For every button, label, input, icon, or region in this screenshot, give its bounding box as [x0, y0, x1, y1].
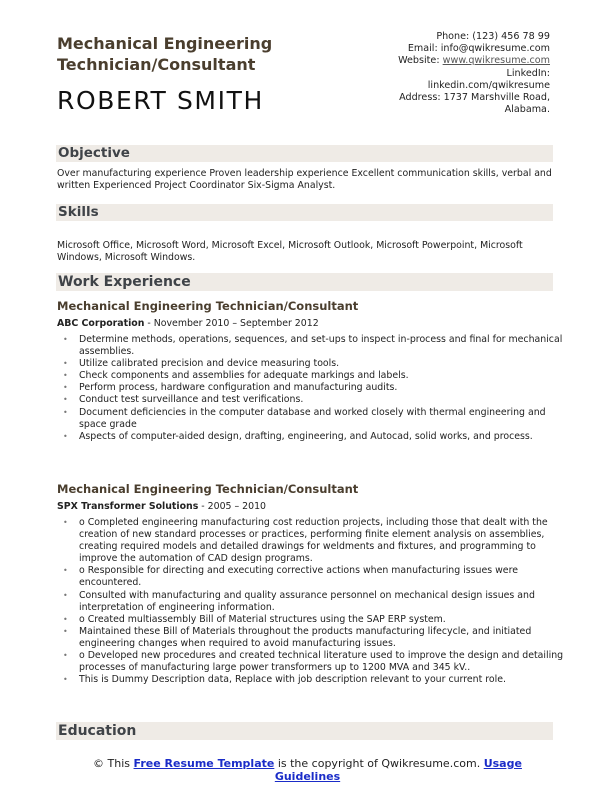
linkedin-label: LinkedIn: — [506, 67, 550, 79]
section-heading-work-experience: Work Experience — [56, 273, 553, 291]
list-item: • o Completed engineering manufacturing cost reduction projects, including those that dealt with the creation of new standard processes or practices, performing finite element analysis on assemblies, creating required models and detailed drawings for weldments and fixtures, and programming to improve the automation of CAD design programs. — [79, 517, 564, 565]
job-bullets — [57, 517, 564, 686]
list-item: • Maintained these Bill of Materials throughout the products manufacturing lifecycle, and initiated engineering changes when required to avoid manufacturing issues. — [79, 626, 564, 650]
candidate-name: ROBERT SMITH — [57, 86, 264, 115]
website-link[interactable]: www.qwikresume.com — [442, 55, 550, 67]
usage-guidelines-link[interactable]: Usage Guidelines — [274, 757, 522, 783]
free-resume-template-link[interactable]: Free Resume Template — [133, 757, 275, 770]
objective-text: Over manufacturing experience Proven leadership experience Excellent communication skills, verbal and written Experienced Project Coordinator Six-Sigma Analyst. — [57, 168, 552, 191]
linkedin: linkedin.com/qwikresume — [427, 79, 550, 91]
list-item: • Document deficiencies in the computer database and worked closely with thermal engineering and space grade — [79, 407, 564, 431]
address: Alabama. — [504, 104, 550, 116]
company-name: SPX Transformer Solutions — [57, 501, 199, 512]
job-dates: - November 2010 – September 2012 — [144, 318, 319, 329]
list-item: • o Created multiassembly Bill of Material structures using the SAP ERP system. — [79, 614, 564, 626]
company-name: ABC Corporation — [57, 318, 145, 329]
job-dates: - 2005 – 2010 — [198, 501, 267, 512]
list-item: • Perform process, hardware configuration and manufacturing audits. — [79, 382, 564, 394]
section-heading-objective: Objective — [56, 145, 553, 162]
list-item: • Check components and assemblies for adequate markings and labels. — [79, 370, 564, 382]
contact-info — [320, 31, 550, 116]
address: Address: 1737 Marshville Road, — [399, 92, 550, 104]
job-title: Mechanical Engineering Technician/Consultant — [57, 299, 359, 313]
skills-text: Microsoft Office, Microsoft Word, Microsoft Excel, Microsoft Outlook, Microsoft Powerpoint, Microsoft Windows, Microsoft Windows. — [57, 240, 523, 263]
section-heading-education: Education — [56, 722, 553, 740]
list-item: • Aspects of computer-aided design, drafting, engineering, and Autocad, solid works, and process. — [79, 431, 564, 443]
job-title-header — [57, 33, 272, 75]
company-line — [57, 318, 319, 329]
title-line: Technician/Consultant — [57, 55, 256, 74]
list-item: • Determine methods, operations, sequences, and set-ups to inspect in-process and final for mechanical assemblies. — [79, 334, 564, 358]
list-item: • Consulted with manufacturing and quality assurance personnel on mechanical design issues and interpretation of engineering information. — [79, 590, 564, 614]
list-item: • o Responsible for directing and executing corrective actions when manufacturing issues were encountered. — [79, 565, 564, 589]
copyright-footer: © This Free Resume Template is the copyright of Qwikresume.com. Usage Guidelines — [93, 757, 522, 783]
website: Website: www.qwikresume.com — [398, 55, 550, 67]
list-item: • Utilize calibrated precision and device measuring tools. — [79, 358, 564, 370]
title-line: Mechanical Engineering — [57, 34, 273, 53]
list-item: • This is Dummy Description data, Replace with job description relevant to your current role. — [79, 674, 564, 686]
list-item: • o Developed new procedures and created technical literature used to improve the design and detailing processes of manufacturing large power transformers up to 1200 MVA and 345 kV.. — [79, 650, 564, 674]
phone: Phone: (123) 456 78 99 — [436, 31, 550, 42]
company-line — [57, 501, 266, 512]
email: Email: info@qwikresume.com — [407, 43, 550, 55]
job-title: Mechanical Engineering Technician/Consultant — [57, 482, 359, 496]
job-bullets — [57, 334, 564, 443]
section-heading-skills: Skills — [56, 204, 553, 221]
list-item: • Conduct test surveillance and test verifications. — [79, 394, 564, 406]
